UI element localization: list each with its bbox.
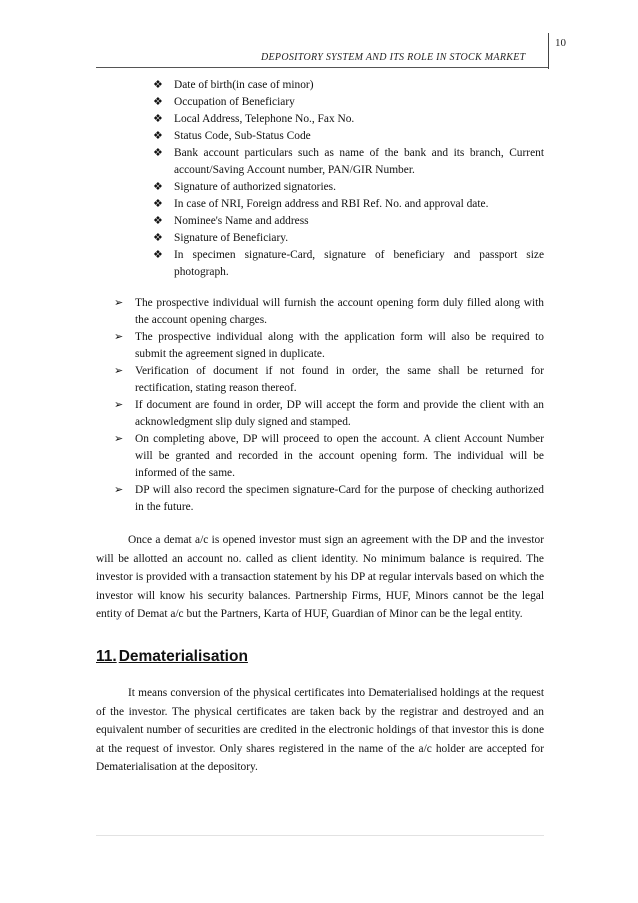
diamond-bullet-icon: ❖ [153,113,163,125]
demat-account-paragraph: Once a demat a/c is opened investor must sign an agreement with the DP and the investor will be allotted an account no. called as client identity. No minimum balance is required. The investor is provided with a transaction statement by his DP at regular intervals based on which the investor will know his security balances. Partnership Firms, HUF, Minors cannot be the legal entity of Demat a/c but the Partners, Karta of HUF, Guardian of Minor can be the legal entity. [96,534,544,620]
list-item-text: In specimen signature-Card, signature of beneficiary and passport size photograph. [174,249,544,278]
list-item [114,431,544,482]
list-item-text: On completing above, DP will proceed to open the account. A client Account Number will be granted and recorded in the account opening form. The individual will be informed of the same. [135,433,544,479]
footer-rule [96,835,544,836]
list-item-text: Status Code, Sub-Status Code [174,130,311,142]
list-item [150,94,544,111]
diamond-bullet-icon: ❖ [153,181,163,193]
page-number: 10 [555,37,566,49]
account-opening-steps-list [114,295,544,516]
arrow-bullet-icon: ➢ [114,399,124,411]
list-item-text: DP will also record the specimen signature-Card for the purpose of checking authorized in the future. [135,484,544,513]
arrow-bullet-icon: ➢ [114,297,124,309]
diamond-bullet-icon: ❖ [153,198,163,210]
list-item-text: If document are found in order, DP will accept the form and provide the client with an acknowledgment slip duly signed and stamped. [135,399,544,428]
list-item-text: Date of birth(in case of minor) [174,79,314,91]
list-item-text: Signature of Beneficiary. [174,232,289,244]
list-item-text: Nominee's Name and address [174,215,309,227]
list-item [114,397,544,431]
list-item [150,145,544,179]
diamond-bullet-icon: ❖ [153,79,163,91]
list-item-text: Verification of document if not found in order, the same shall be returned for rectification, stating reason thereof. [135,365,544,394]
running-header: DEPOSITORY SYSTEM AND ITS ROLE IN STOCK MARKET [261,52,526,63]
beneficiary-details-list [150,77,544,281]
list-item [150,230,544,247]
header-rule [96,67,548,68]
page-number-divider [548,33,549,69]
list-item [114,295,544,329]
arrow-bullet-icon: ➢ [114,365,124,377]
list-item [114,329,544,363]
diamond-bullet-icon: ❖ [153,130,163,142]
list-item-text: The prospective individual along with the application form will also be required to submit the agreement signed in duplicate. [135,331,544,360]
list-item-text: In case of NRI, Foreign address and RBI Ref. No. and approval date. [174,198,489,210]
diamond-bullet-icon: ❖ [153,249,163,261]
list-item [150,179,544,196]
arrow-bullet-icon: ➢ [114,484,124,496]
arrow-bullet-icon: ➢ [114,331,124,343]
section-heading [96,648,248,666]
list-item-text: Signature of authorized signatories. [174,181,336,193]
list-item-text: Occupation of Beneficiary [174,96,295,108]
dematerialisation-paragraph: It means conversion of the physical certificates into Dematerialised holdings at the request of the investor. The physical certificates are taken back by the registrar and destroyed and an equivalent number of securities are credited in the electronic holdings of that investor this is done at the request of investor. Only shares registered in the name of the a/c holder are accepted for Dematerialisation at the depository. [96,687,544,773]
diamond-bullet-icon: ❖ [153,215,163,227]
diamond-bullet-icon: ❖ [153,147,163,159]
list-item [114,363,544,397]
list-item [150,196,544,213]
list-item [150,77,544,94]
arrow-bullet-icon: ➢ [114,433,124,445]
section-title: Dematerialisation [118,648,248,665]
list-item-text: Local Address, Telephone No., Fax No. [174,113,355,125]
diamond-bullet-icon: ❖ [153,96,163,108]
list-item-text: Bank account particulars such as name of the bank and its branch, Current account/Saving Account number, PAN/GIR Number. [174,147,544,176]
list-item [150,128,544,145]
list-item [150,213,544,230]
list-item [150,247,544,281]
list-item-text: The prospective individual will furnish the account opening form duly filled along with the account opening charges. [135,297,544,326]
diamond-bullet-icon: ❖ [153,232,163,244]
section-number: 11. [96,648,117,665]
list-item [150,111,544,128]
list-item [114,482,544,516]
